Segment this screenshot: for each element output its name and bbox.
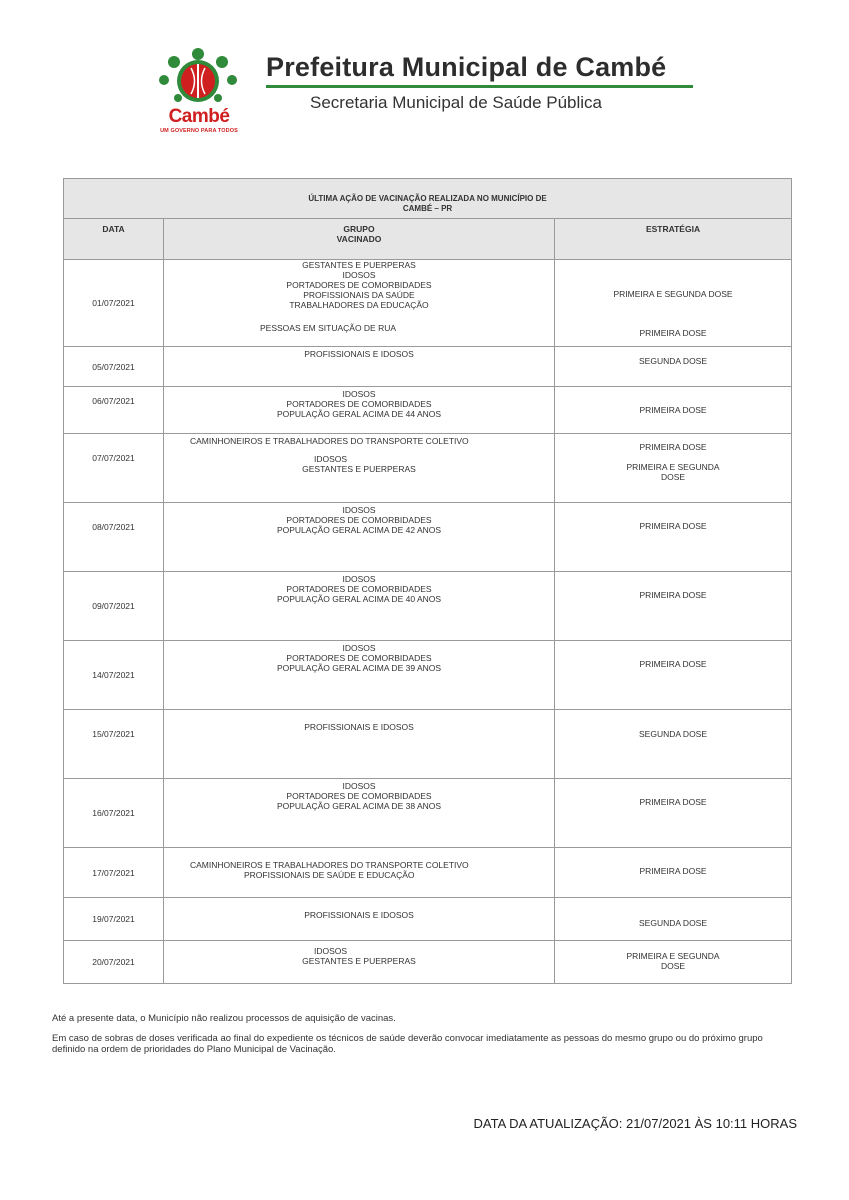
row-date: 19/07/2021 bbox=[64, 898, 164, 941]
column-header-date: DATA bbox=[64, 219, 164, 260]
row-strategies bbox=[555, 641, 792, 710]
table-header-row bbox=[64, 219, 792, 260]
table-row bbox=[64, 898, 792, 941]
document-header bbox=[0, 0, 849, 150]
group-item: IDOSOS bbox=[342, 574, 376, 584]
strategy-item: PRIMEIRA E SEGUNDA bbox=[626, 462, 720, 472]
row-groups bbox=[164, 260, 555, 347]
row-groups bbox=[164, 848, 555, 898]
table-title-row bbox=[64, 179, 792, 219]
group-item: PORTADORES DE COMORBIDADES bbox=[286, 280, 432, 290]
page-subtitle: Secretaria Municipal de Saúde Pública bbox=[310, 93, 603, 112]
group-item: POPULAÇÃO GERAL ACIMA DE 39 ANOS bbox=[276, 663, 442, 673]
title-divider bbox=[266, 85, 693, 88]
group-item: POPULAÇÃO GERAL ACIMA DE 40 ANOS bbox=[276, 594, 442, 604]
row-strategies bbox=[555, 848, 792, 898]
page-title: Prefeitura Municipal de Cambé bbox=[266, 52, 667, 82]
table-title-line: ÚLTIMA AÇÃO DE VACINAÇÃO REALIZADA NO MUNICÍPIO DE bbox=[308, 194, 547, 203]
table-title-line: CAMBÉ – PR bbox=[402, 204, 453, 213]
row-strategies bbox=[555, 898, 792, 941]
row-strategies bbox=[555, 347, 792, 387]
row-groups bbox=[164, 710, 555, 779]
table-row bbox=[64, 503, 792, 572]
group-item: PROFISSIONAIS DA SAÚDE bbox=[303, 290, 415, 300]
table-title bbox=[64, 179, 792, 219]
row-date: 05/07/2021 bbox=[64, 347, 164, 387]
strategy-item: PRIMEIRA DOSE bbox=[639, 659, 707, 669]
group-item: GESTANTES E PUERPERAS bbox=[302, 956, 416, 966]
table-row bbox=[64, 710, 792, 779]
logo-wordmark: Cambé bbox=[168, 106, 230, 127]
row-strategies bbox=[555, 941, 792, 984]
strategy-item: DOSE bbox=[660, 961, 686, 971]
row-strategies bbox=[555, 779, 792, 848]
strategy-item: DOSE bbox=[660, 472, 686, 482]
row-date: 07/07/2021 bbox=[64, 434, 164, 503]
table-row bbox=[64, 641, 792, 710]
group-item: CAMINHONEIROS E TRABALHADORES DO TRANSPORTE COLETIVO bbox=[190, 860, 469, 870]
group-item: GESTANTES E PUERPERAS bbox=[302, 464, 416, 474]
group-item: GESTANTES E PUERPERAS bbox=[302, 260, 416, 270]
table-row bbox=[64, 387, 792, 434]
column-header-group: GRUPO VACINADO bbox=[164, 219, 555, 260]
row-date: 15/07/2021 bbox=[64, 710, 164, 779]
group-item: POPULAÇÃO GERAL ACIMA DE 38 ANOS bbox=[276, 801, 442, 811]
group-item: IDOSOS bbox=[314, 454, 348, 464]
group-item: POPULAÇÃO GERAL ACIMA DE 42 ANOS bbox=[276, 525, 442, 535]
group-item: TRABALHADORES DA EDUCAÇÃO bbox=[289, 300, 429, 310]
row-date: 01/07/2021 bbox=[64, 260, 164, 347]
group-item: IDOSOS bbox=[342, 643, 376, 653]
strategy-item: PRIMEIRA E SEGUNDA DOSE bbox=[613, 289, 733, 299]
group-item: IDOSOS bbox=[342, 389, 376, 399]
row-groups bbox=[164, 347, 555, 387]
row-groups bbox=[164, 641, 555, 710]
group-item: CAMINHONEIROS E TRABALHADORES DO TRANSPORTE COLETIVO bbox=[190, 436, 469, 446]
column-header-strategy: ESTRATÉGIA bbox=[555, 219, 792, 260]
group-item: POPULAÇÃO GERAL ACIMA DE 44 ANOS bbox=[276, 409, 442, 419]
row-date: 08/07/2021 bbox=[64, 503, 164, 572]
table-row bbox=[64, 572, 792, 641]
group-item: PORTADORES DE COMORBIDADES bbox=[286, 515, 432, 525]
row-strategies bbox=[555, 387, 792, 434]
strategy-item: PRIMEIRA DOSE bbox=[639, 442, 707, 452]
table-row bbox=[64, 434, 792, 503]
group-item: PESSOAS EM SITUAÇÃO DE RUA bbox=[260, 323, 397, 333]
note-leftover-doses: Em caso de sobras de doses verificada ao final do expediente os técnicos de saúde deverão convocar imediatamente as pessoas do mesmo grupo ou do próximo grupo definido na ordem de prioridades do Plano Municipal de Vacinação. bbox=[52, 1033, 763, 1055]
row-strategies bbox=[555, 503, 792, 572]
row-strategies bbox=[555, 710, 792, 779]
group-item: PORTADORES DE COMORBIDADES bbox=[286, 399, 432, 409]
row-strategies bbox=[555, 260, 792, 347]
row-groups bbox=[164, 941, 555, 984]
row-date: 06/07/2021 bbox=[64, 387, 164, 434]
strategy-item: PRIMEIRA DOSE bbox=[639, 328, 707, 338]
strategy-item: PRIMEIRA DOSE bbox=[639, 590, 707, 600]
group-item: PROFISSIONAIS E IDOSOS bbox=[304, 349, 414, 359]
row-strategies bbox=[555, 572, 792, 641]
row-groups bbox=[164, 779, 555, 848]
group-item: PROFISSIONAIS E IDOSOS bbox=[304, 722, 414, 732]
table-row bbox=[64, 848, 792, 898]
strategy-item: PRIMEIRA E SEGUNDA bbox=[626, 951, 720, 961]
table-row bbox=[64, 941, 792, 984]
row-date: 09/07/2021 bbox=[64, 572, 164, 641]
logo-tagline: UM GOVERNO PARA TODOS bbox=[160, 128, 238, 134]
row-date: 17/07/2021 bbox=[64, 848, 164, 898]
row-date: 20/07/2021 bbox=[64, 941, 164, 984]
table-row bbox=[64, 347, 792, 387]
group-item: IDOSOS bbox=[342, 781, 376, 791]
strategy-item: PRIMEIRA DOSE bbox=[639, 866, 707, 876]
row-strategies bbox=[555, 434, 792, 503]
row-groups bbox=[164, 387, 555, 434]
row-date: 16/07/2021 bbox=[64, 779, 164, 848]
notes-section bbox=[52, 1013, 792, 1064]
group-item: IDOSOS bbox=[342, 505, 376, 515]
group-item: PORTADORES DE COMORBIDADES bbox=[286, 653, 432, 663]
note-acquisition: Até a presente data, o Município não realizou processos de aquisição de vacinas. bbox=[52, 1013, 396, 1024]
table-row bbox=[64, 779, 792, 848]
group-item: IDOSOS bbox=[314, 946, 348, 956]
vaccination-table bbox=[63, 178, 792, 984]
update-timestamp: DATA DA ATUALIZAÇÃO: 21/07/2021 ÀS 10:11 HORAS bbox=[473, 1116, 797, 1131]
group-item: IDOSOS bbox=[342, 270, 376, 280]
group-item: PROFISSIONAIS DE SAÚDE E EDUCAÇÃO bbox=[244, 870, 415, 880]
table-row bbox=[64, 260, 792, 347]
strategy-item: SEGUNDA DOSE bbox=[639, 729, 708, 739]
group-item: PORTADORES DE COMORBIDADES bbox=[286, 584, 432, 594]
row-date: 14/07/2021 bbox=[64, 641, 164, 710]
row-groups bbox=[164, 434, 555, 503]
group-item: PORTADORES DE COMORBIDADES bbox=[286, 791, 432, 801]
strategy-item: PRIMEIRA DOSE bbox=[639, 521, 707, 531]
strategy-item: SEGUNDA DOSE bbox=[639, 918, 708, 928]
group-item: PROFISSIONAIS E IDOSOS bbox=[304, 910, 414, 920]
strategy-item: SEGUNDA DOSE bbox=[639, 356, 708, 366]
row-groups bbox=[164, 572, 555, 641]
row-groups bbox=[164, 503, 555, 572]
row-groups bbox=[164, 898, 555, 941]
strategy-item: PRIMEIRA DOSE bbox=[639, 405, 707, 415]
strategy-item: PRIMEIRA DOSE bbox=[639, 797, 707, 807]
